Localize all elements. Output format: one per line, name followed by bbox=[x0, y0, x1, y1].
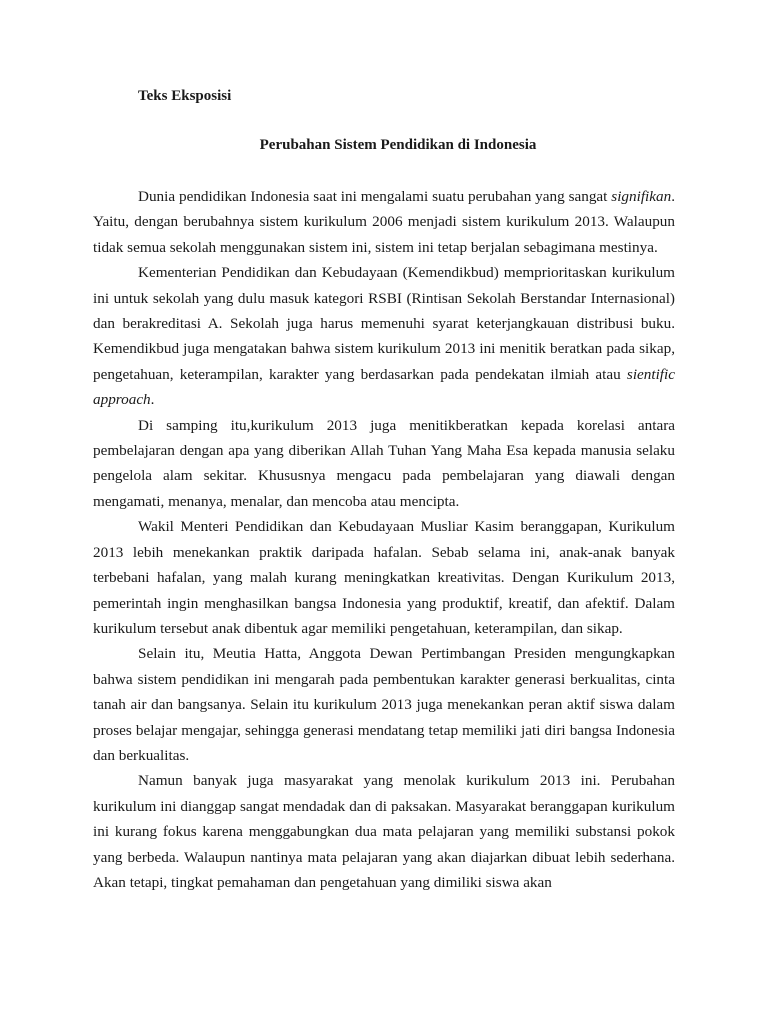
paragraph-3 bbox=[93, 413, 675, 515]
paragraph-text: . bbox=[150, 391, 155, 409]
paragraph-italic-term: sientific approach bbox=[93, 365, 675, 409]
paragraph-italic-term: signifikan bbox=[611, 188, 672, 205]
paragraph-text: Wakil Menteri Pendidikan dan Kebudayaan Musliar Kasim beranggapan, Kurikulum 2013 lebih menekankan praktik daripada hafalan. Sebab selama ini, anak-anak banyak terbebani hafalan, yang malah kurang meningkatkan kreativitas. Dengan Kurikulum 2013, pemerintah ingin menghasilkan bangsa Indonesia yang produktif, kreatif, dan afektif. Dalam kurikulum tersebut anak dibentuk agar memiliki pengetahuan, keterampilan, dan sikap. bbox=[93, 518, 675, 637]
document-title: Perubahan Sistem Pendidikan di Indonesia bbox=[259, 137, 537, 153]
paragraph-2 bbox=[93, 260, 675, 412]
paragraph-text: . Yaitu, dengan berubahnya sistem kurikulum 2006 menjadi sistem kurikulum 2013. Walaupun tidak semua sekolah menggunakan sistem ini, sistem ini tetap berjalan sebagimana mestinya. bbox=[93, 188, 675, 256]
paragraph-1 bbox=[93, 184, 675, 260]
document-heading: Teks Eksposisi bbox=[138, 88, 232, 104]
paragraph-text: Dunia pendidikan Indonesia saat ini mengalami suatu perubahan yang sangat bbox=[138, 188, 612, 205]
paragraph-6 bbox=[93, 768, 675, 895]
document-body bbox=[93, 184, 675, 895]
paragraph-text: Kementerian Pendidikan dan Kebudayaan (Kemendikbud) memprioritaskan kurikulum ini untuk sekolah yang dulu masuk kategori RSBI (Rintisan Sekolah Berstandar Internasional) dan berakreditasi A. Sekolah juga harus memenuhi syarat keterjangkauan distribusi buku. Kemendikbud juga mengatakan bahwa sistem kurikulum 2013 ini menitik beratkan pada sikap, pengetahuan, keterampilan, karakter yang berdasarkan pada pendekatan ilmiah atau bbox=[93, 264, 675, 383]
paragraph-text: Namun banyak juga masyarakat yang menolak kurikulum 2013 ini. Perubahan kurikulum ini dianggap sangat mendadak dan di paksakan. Masyarakat beranggapan kurikulum ini kurang fokus karena menggabungkan dua mata pelajaran yang memiliki substansi pokok yang berbeda. Walaupun nantinya mata pelajaran yang akan diajarkan dibuat lebih sederhana. Akan tetapi, tingkat pemahaman dan pengetahuan yang dimiliki siswa akan bbox=[93, 772, 675, 891]
paragraph-text: Selain itu, Meutia Hatta, Anggota Dewan Pertimbangan Presiden mengungkapkan bahwa sistem pendidikan ini mengarah pada pembentukan karakter generasi berkualitas, cinta tanah air dan bangsanya. Selain itu kurikulum 2013 juga menekankan peran aktif siswa dalam proses belajar mengajar, sehingga generasi mendatang tetap memiliki jati diri bangsa Indonesia dan berkualitas. bbox=[93, 645, 675, 764]
paragraph-4 bbox=[93, 514, 675, 641]
paragraph-text: Di samping itu,kurikulum 2013 juga menitikberatkan kepada korelasi antara pembelajaran dengan apa yang diberikan Allah Tuhan Yang Maha Esa kepada manusia selaku pengelola alam sekitar. Khususnya mengacu pada pembelajaran yang diawali dengan mengamati, menanya, menalar, dan mencoba atau mencipta. bbox=[93, 416, 675, 510]
paragraph-5 bbox=[93, 641, 675, 768]
